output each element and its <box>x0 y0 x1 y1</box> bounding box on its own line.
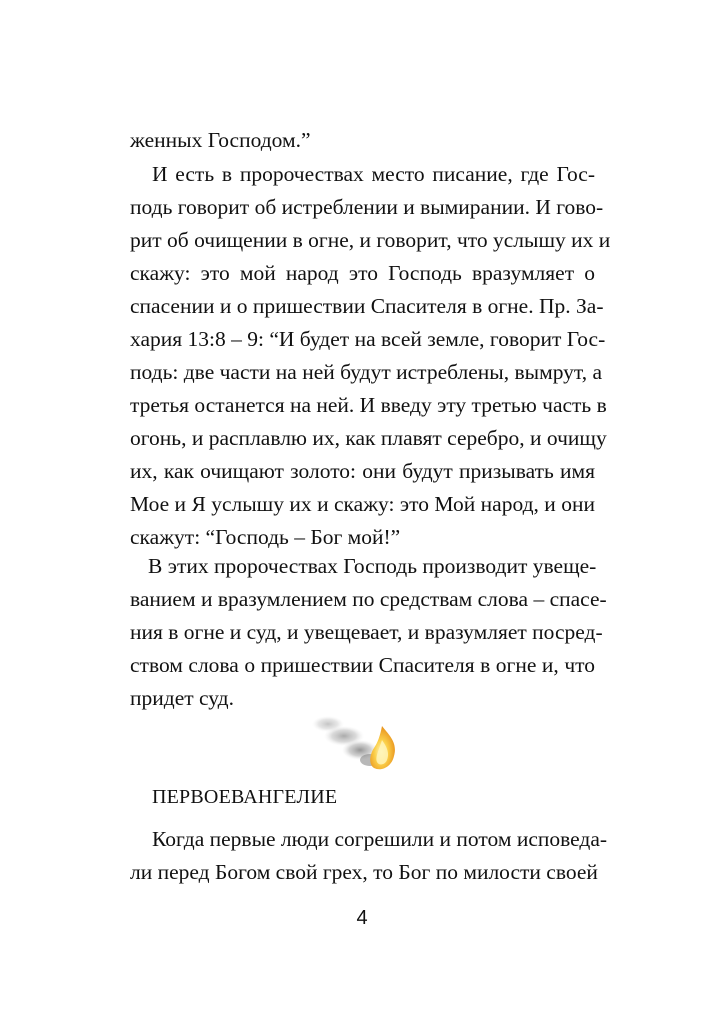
text-line: хария 13:8 – 9: “И будет на всей земле, говорит Гос- <box>130 327 606 351</box>
text-line: подь: две части на ней будут истреблены, вымрут, а <box>130 360 602 384</box>
paragraph-continuation <box>130 124 595 157</box>
page-number: 4 <box>356 907 368 929</box>
text-line: ния в огне и суд, и увещевает, и вразумляет посред- <box>130 620 603 644</box>
paragraph-prophecy <box>130 158 611 554</box>
text-line: огонь, и расплавлю их, как плавят серебро, и очищу <box>130 426 607 450</box>
text-line: ванием и вразумлением по средствам слова – спасе- <box>130 587 607 611</box>
text-line: женных Господом.” <box>130 128 311 152</box>
text-line: третья останется на ней. И введу эту третью часть в <box>130 393 607 417</box>
text-line: В этих пророчествах Господь производит увеще- <box>148 554 597 578</box>
flame-with-smoke-icon <box>308 712 404 774</box>
text-line: подь говорит об истреблении и вымирании. И гово- <box>130 195 604 219</box>
paragraph-first-gospel <box>130 823 608 889</box>
paragraph-admonition <box>130 550 607 715</box>
text-line: Когда первые люди согрешили и потом исповеда- <box>152 827 608 851</box>
text-line: скажут: “Господь – Бог мой!” <box>130 525 401 549</box>
text-line: скажу: это мой народ это Господь вразумляет о <box>130 261 595 285</box>
section-heading: ПЕРВОЕВАНГЕЛИЕ <box>152 786 338 808</box>
text-line: их, как очищают золото: они будут призывать имя <box>130 459 595 483</box>
text-line: ли перед Богом свой грех, то Бог по милости своей <box>130 860 598 884</box>
text-line: ством слова о пришествии Спасителя в огне и, что <box>130 653 595 677</box>
text-line: Мое и Я услышу их и скажу: это Мой народ, и они <box>130 492 595 516</box>
text-line: И есть в пророчествах место писание, где Гос- <box>152 162 595 186</box>
text-line: придет суд. <box>130 686 234 710</box>
text-line: рит об очищении в огне, и говорит, что услышу их и <box>130 228 611 252</box>
text-line: спасении и о пришествии Спасителя в огне. Пр. За- <box>130 294 604 318</box>
